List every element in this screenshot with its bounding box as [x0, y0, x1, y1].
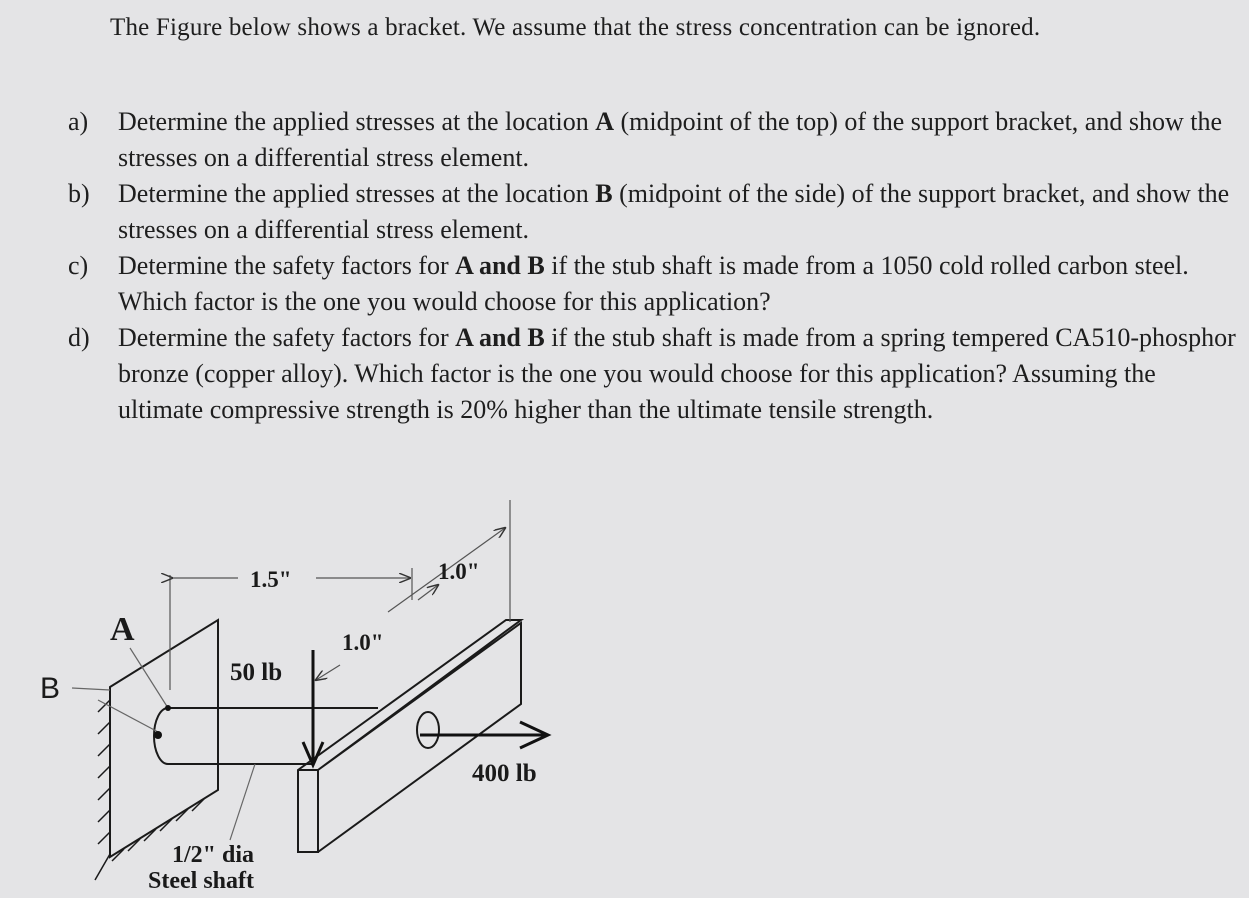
label-a: A: [110, 611, 135, 648]
question-text: (midpoint of the side) of the support bracket, and show the stresses on a differential stress element.: [118, 179, 1230, 244]
dim-1-0-mid: 1.0": [342, 630, 384, 655]
intro-text: The Figure below shows a bracket. We assume that the stress concentration can be ignored.: [110, 14, 1041, 41]
point-b-marker: [154, 731, 162, 739]
question-label: b): [68, 179, 90, 208]
label-b: B: [40, 672, 61, 705]
question-d: [68, 320, 1238, 428]
question-b: [68, 176, 1238, 248]
location-ref: A: [595, 107, 615, 136]
arm-hole: [417, 712, 439, 748]
question-label: d): [68, 323, 90, 352]
question-label: c): [68, 251, 89, 280]
question-text: if the stub shaft is made from a 1050 cold rolled carbon steel. Which factor is the one you would choose for this application?: [118, 251, 1189, 316]
dim-1-0-top: 1.0": [438, 559, 480, 584]
dim-1-5: 1.5": [250, 567, 292, 592]
point-a-marker: [165, 705, 171, 711]
load-50lb: 50 lb: [230, 659, 283, 686]
question-text: Determine the applied stresses at the location: [118, 179, 596, 208]
question-text: Determine the safety factors for: [118, 251, 456, 280]
shaft-material: Steel shaft: [148, 868, 254, 894]
location-ref: A and B: [455, 323, 545, 352]
wall-plate: [110, 620, 218, 857]
question-text: Determine the safety factors for: [118, 323, 456, 352]
load-400lb: 400 lb: [472, 760, 537, 787]
question-text: if the stub shaft is made from a spring tempered CA510-phosphor bronze (copper alloy). Which factor is the one you would choose for this application? Assuming the ultimate compressive strength is 20% higher than the ultimate tensile strength.: [118, 323, 1236, 424]
location-ref: B: [595, 179, 613, 208]
bracket-figure: [0, 490, 620, 895]
location-ref: A and B: [455, 251, 545, 280]
question-label: a): [68, 107, 89, 136]
question-text: Determine the applied stresses at the location: [118, 107, 596, 136]
question-list: [68, 104, 1238, 428]
question-text: (midpoint of the top) of the support bracket, and show the stresses on a differential stress element.: [118, 107, 1222, 172]
question-c: [68, 248, 1238, 320]
shaft-diameter: 1/2" dia: [172, 842, 255, 868]
question-a: [68, 104, 1238, 176]
